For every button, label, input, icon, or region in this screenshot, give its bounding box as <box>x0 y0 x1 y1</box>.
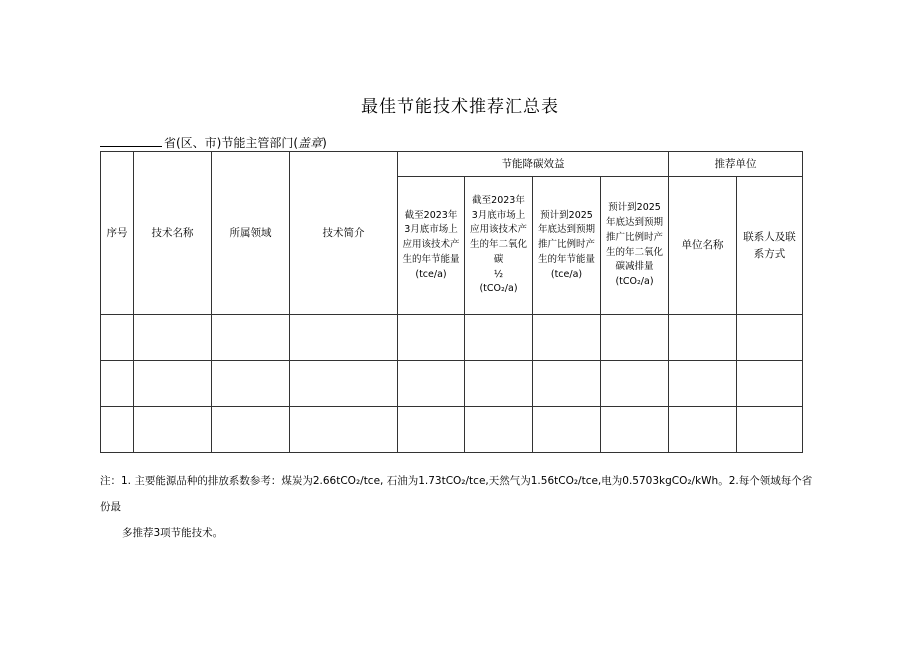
table-row <box>101 407 803 453</box>
col-b-line: (tCO₂/a) <box>479 283 518 295</box>
cell <box>669 315 737 361</box>
col-a-line: 生的年节能量 <box>402 253 460 265</box>
header-col-b <box>465 177 533 315</box>
cell <box>290 315 398 361</box>
cell <box>465 407 533 453</box>
header-unit-name: 单位名称 <box>669 177 737 315</box>
cell <box>212 315 290 361</box>
col-b-line: 生的年二氧化 <box>469 239 527 251</box>
cell <box>398 361 465 407</box>
col-d-line: 碳减排量 <box>615 261 654 273</box>
col-d-line: 年底达到预期 <box>605 217 663 229</box>
cell <box>601 315 669 361</box>
cell <box>533 361 601 407</box>
cell <box>101 361 134 407</box>
note-line-1: 注：1. 主要能源品种的排放系数参考：煤炭为2.66tCO₂/tce, 石油为1.73tCO₂/tce,天然气为1.56tCO₂/tce,电为0.5703kgCO₂/kWh。2.每个领域每个省份最 <box>100 475 813 513</box>
cell <box>134 407 212 453</box>
cell <box>398 315 465 361</box>
header-tech-name: 技术名称 <box>134 152 212 315</box>
col-b-line: ½ <box>493 268 504 280</box>
contact-line: 联系人及联 <box>743 231 796 244</box>
col-a-line: 3月底市场上 <box>404 224 458 236</box>
cell <box>737 361 803 407</box>
col-b-line: 截至2023年 <box>472 194 525 206</box>
cell <box>533 315 601 361</box>
col-b-line: 3月底市场上 <box>471 209 526 221</box>
col-c-line: 预计到2025 <box>540 209 593 221</box>
col-b-line: 碳 <box>493 253 504 265</box>
footnotes <box>100 468 820 546</box>
cell <box>290 407 398 453</box>
cell <box>737 407 803 453</box>
department-line <box>100 134 327 151</box>
document-title: 最佳节能技术推荐汇总表 <box>361 97 559 117</box>
cell <box>669 361 737 407</box>
header-unit-group: 推荐单位 <box>669 152 803 177</box>
cell <box>101 315 134 361</box>
header-row-group <box>101 152 803 177</box>
cell <box>465 315 533 361</box>
col-c-line: (tce/a) <box>550 268 583 280</box>
col-d-line: 预计到2025 <box>608 202 661 214</box>
cell <box>134 315 212 361</box>
cell <box>212 361 290 407</box>
header-contact <box>737 177 803 315</box>
col-a-line: (tce/a) <box>415 268 447 280</box>
header-seq: 序号 <box>101 152 134 315</box>
header-col-d <box>601 177 669 315</box>
header-col-c <box>533 177 601 315</box>
cell <box>669 407 737 453</box>
col-b-line: 应用该技术产 <box>469 224 527 236</box>
col-d-line: 推广比例时产 <box>605 231 663 243</box>
cell <box>290 361 398 407</box>
col-c-line: 生的年节能量 <box>537 253 595 265</box>
header-col-a <box>398 177 465 315</box>
header-intro: 技术简介 <box>290 152 398 315</box>
cell <box>601 361 669 407</box>
seal-text: 盖章 <box>298 136 323 150</box>
header-benefit-group: 节能降碳效益 <box>398 152 669 177</box>
col-c-line: 年底达到预期 <box>537 224 595 236</box>
col-d-line: 生的年二氧化 <box>605 246 663 258</box>
col-a-line: 应用该技术产 <box>402 239 460 251</box>
cell <box>134 361 212 407</box>
col-c-line: 推广比例时产 <box>537 239 595 251</box>
table-row <box>101 315 803 361</box>
table-row <box>101 361 803 407</box>
cell <box>465 361 533 407</box>
department-close: ) <box>322 136 327 150</box>
cell <box>212 407 290 453</box>
header-field: 所属领域 <box>212 152 290 315</box>
col-a-line: 截至2023年 <box>404 209 458 221</box>
col-d-line: (tCO₂/a) <box>615 275 654 287</box>
cell <box>601 407 669 453</box>
province-blank <box>100 136 162 147</box>
cell <box>737 315 803 361</box>
summary-table <box>100 151 803 453</box>
department-text: 省(区、市)节能主管部门( <box>164 136 299 150</box>
cell <box>398 407 465 453</box>
contact-line: 系方式 <box>753 247 786 260</box>
cell <box>101 407 134 453</box>
note-line-2: 多推荐3项节能技术。 <box>122 527 224 539</box>
cell <box>533 407 601 453</box>
